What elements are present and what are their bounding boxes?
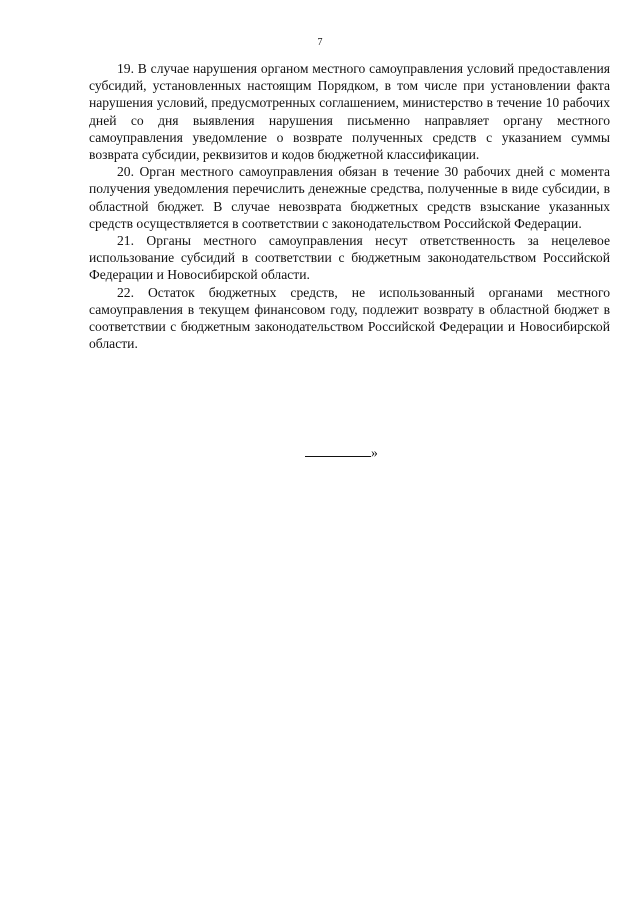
- paragraph-19: 19. В случае нарушения органом местного самоуправления условий предоставления субсидий, установленных настоящим Порядком, в том числе при установлении факта нарушения условий, предусмотренных соглашением, министерство в течение 10 рабочих дней со дня выявления нарушения письменно направляет органу местного самоуправления уведомление о возврате полученных средств с указанием суммы возврата субсидии, реквизитов и кодов бюджетной классификации.: [89, 61, 610, 163]
- closing-quote-mark: »: [371, 445, 378, 460]
- page-number: 7: [317, 37, 323, 48]
- paragraph-20: 20. Орган местного самоуправления обязан в течение 30 рабочих дней с момента получения уведомления перечислить денежные средства, полученные в виде субсидии, в областной бюджет. В случае невозврата бюджетных средств взыскание указанных средств осуществляется в соответствии с законодательством Российской Федерации.: [89, 164, 610, 231]
- document-body: [89, 60, 610, 352]
- paragraph-22: 22. Остаток бюджетных средств, не использованный органами местного самоуправления в текущем финансовом году, подлежит возврату в областной бюджет в соответствии с бюджетным законодательством Российской Федерации и Новосибирской области.: [89, 284, 610, 352]
- closing-block: [305, 444, 378, 461]
- closing-underline: [305, 444, 371, 457]
- paragraph-21: 21. Органы местного самоуправления несут ответственность за нецелевое использование субсидий в соответствии с бюджетным законодательством Российской Федерации и Новосибирской области.: [89, 233, 610, 283]
